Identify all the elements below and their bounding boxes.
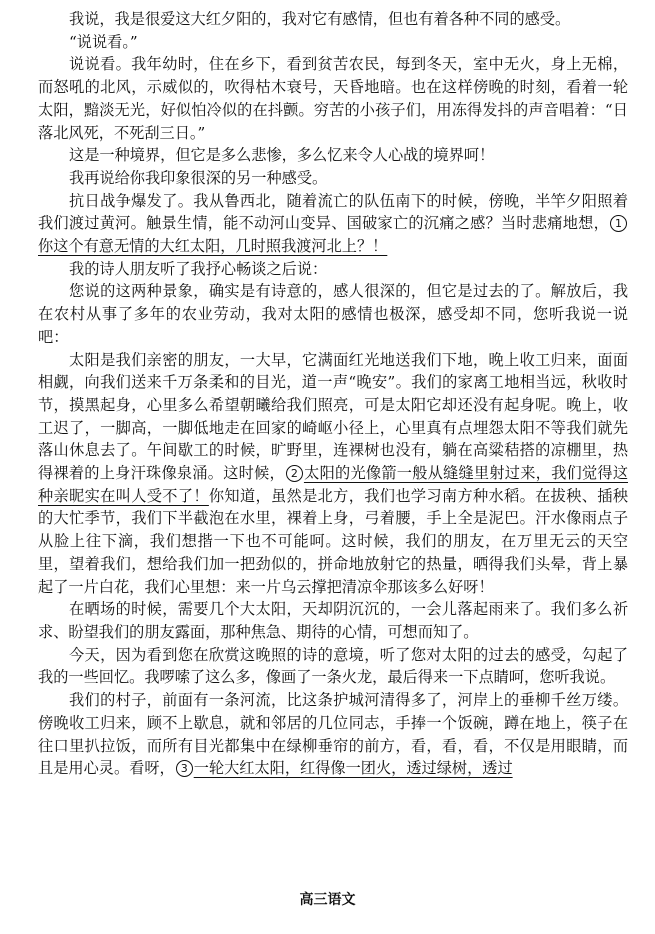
underlined-sentence-2: 太阳的光像箭一般从缝缝里射过来，我们觉得这种亲昵实在叫人受不了！: [38, 464, 629, 505]
paragraph-11: [38, 644, 628, 689]
underlined-sentence-1: 你这个有意无情的大红太阳，几时照我渡河北上？！: [38, 237, 388, 256]
sentence-marker-1: 1: [610, 215, 627, 232]
text-run: 这是一种境界，但它是多么悲惨，多么忆来令人心战的境界呵！: [69, 146, 495, 165]
sentence-marker-3: 3: [176, 760, 193, 777]
paragraph-1: [38, 8, 628, 31]
text-run: 我再说给你我印象很深的另一种感受。: [69, 168, 328, 187]
paragraph-3: [38, 53, 628, 144]
text-run: 我们的村子，前面有一条河流，比这条护城河清得多了，河岸上的垂柳千丝万缕。傍晚收工归来，顾不上歇息，就和邻居的几位同志，手捧一个饭碗，蹲在地上，筷子在往口里扒拉饭，而所有目光都集中在绿柳垂帘的前方，看，看，看，不仅是用眼睛，而且是用心灵。看呀，: [38, 691, 628, 778]
text-run: 太阳是我们亲密的朋友，一大早，它满面红光地送我们下地，晚上收工归来，面面相觑，向我们送来千万条柔和的目光，道一声“晚安”。我们的家离工地相当远，秋收时节，摸黑起身，心里多么希望朝曦给我们照亮，可是太阳它却还没有起身呢。晚上，收工迟了，一脚高，一脚低地走在回家的崎岖小径上，心里真有点埋怨太阳不等我们就先落山休息去了。午间歇工的时候，旷野里，连裸树也没有，躺在高粱秸搭的凉棚里，热得裸着的上身汗珠像泉涌。这时候，: [38, 350, 628, 483]
text-run: 我说，我是很爱这大红夕阳的，我对它有感情，但也有着各种不同的感受。: [69, 10, 571, 28]
paragraph-7: [38, 258, 628, 281]
paragraph-2: [38, 31, 628, 54]
paragraph-4: [38, 144, 628, 167]
paragraph-8: [38, 280, 628, 348]
text-run: 我的诗人朋友听了我抒心畅谈之后说：: [69, 259, 328, 278]
sentence-marker-2: 2: [286, 465, 303, 482]
underlined-sentence-3: 一轮大红太阳，红得像一团火，透过绿树，透过: [193, 759, 513, 778]
text-run: 说说看。我年幼时，住在乡下，看到贫苦农民，每到冬天，室中无火，身上无棉，而怒吼的北风，示威似的，吹得枯木衰号，天昏地暗。也在这样傍晚的时刻，看着一轮太阳，黯淡无光，好似怕冷似的在抖颤。穷苦的小孩子们，用冻得发抖的声音唱着：“日落北风死，不死刮三日。”: [38, 55, 628, 142]
paragraph-5: [38, 167, 628, 190]
text-run: 您说的这两种景象，确实是有诗意的，感人很深的，但它是过去的了。解放后，我在农村从事了多年的农业劳动，我对太阳的感情也极深，感受却不同，您听我说一说吧：: [38, 282, 628, 346]
paragraph-10: [38, 598, 628, 643]
text-run: 今天，因为看到您在欣赏这晚照的诗的意境，听了您对太阳的过去的感受，勾起了我的一些回忆。我啰嗦了这么多，像画了一条火龙，最后得来一下点睛呵，您听我说。: [38, 645, 628, 687]
text-run: “说说看。”: [69, 32, 138, 51]
essay-body: [38, 8, 628, 780]
paragraph-9: [38, 349, 628, 599]
text-run: 抗日战争爆发了。我从鲁西北，随着流亡的队伍南下的时候，傍晚，半竿夕阳照着我们渡过黄河。触景生情，能不动河山变异、国破家亡的沉痛之感？当时悲痛地想，: [38, 191, 628, 233]
text-run: 在晒场的时候，需要几个大太阳，天却阴沉沉的，一会儿落起雨来了。我们多么祈求、盼望我们的朋友露面，那种焦急、期待的心情，可想而知了。: [38, 600, 628, 641]
page-footer: 高三语文: [299, 892, 356, 908]
text-run: 你知道，虽然是北方，我们也学习南方种水稻。在拔秧、插秧的大忙季节，我们下半截泡在水里，裸着上身，弓着腰，手上全是泥巴。汗水像雨点子从脸上往下滴，我们想揩一下也不可能呵。这时候，我们的朋友，在万里无云的天空里，望着我们，想给我们加一把劲似的，拼命地放射它的热量，晒得我们头晕，背上暴起了一片白花，我们心里想：来一片乌云撑把清凉伞那该多么好呀！: [38, 486, 629, 596]
paragraph-6: [38, 190, 628, 258]
paragraph-12: [38, 689, 628, 780]
